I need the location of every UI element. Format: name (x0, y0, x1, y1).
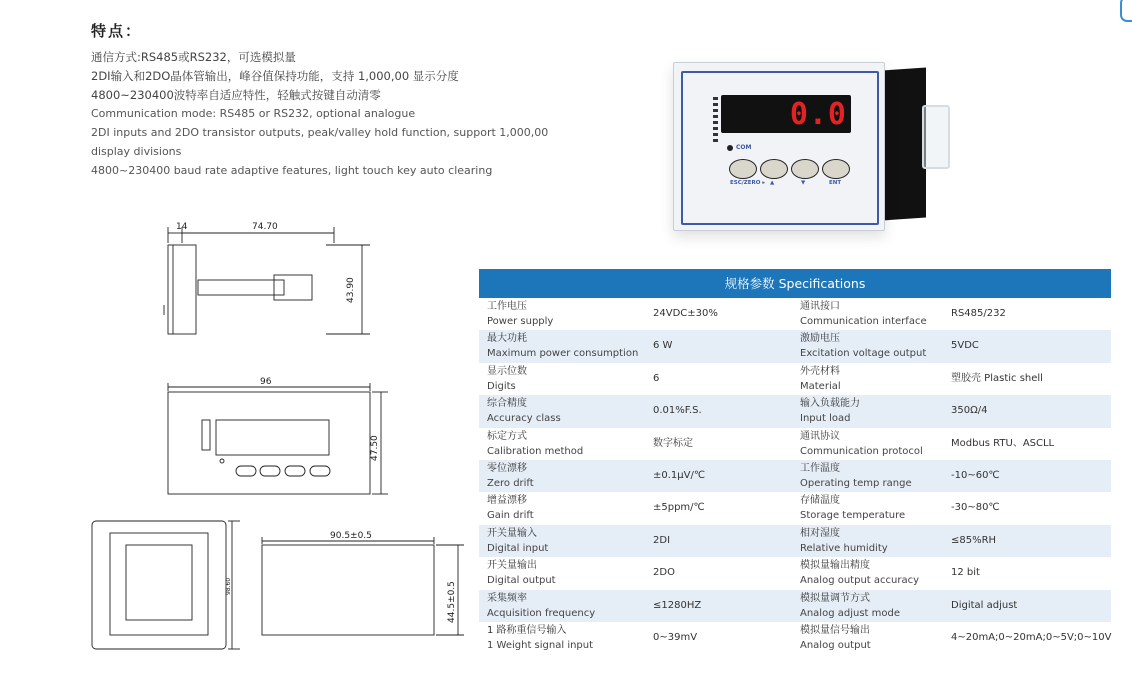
cutout-height-dimension: 98.60 (225, 577, 232, 595)
spec-label-left (487, 429, 583, 459)
spec-value-right (951, 330, 979, 362)
spec-value: Digital adjust (951, 599, 1018, 611)
spec-value: 4~20mA;0~20mA;0~5V;0~10V (951, 631, 1112, 643)
dimension-drawings (80, 215, 480, 670)
panel-border (681, 71, 879, 225)
table-row (479, 590, 1111, 622)
spec-value-left (653, 428, 693, 460)
spec-label-en: Digital output (487, 575, 556, 587)
spec-label-right (800, 299, 927, 329)
spec-label-right (800, 429, 923, 459)
spec-label-cn: 综合精度 (487, 398, 527, 410)
spec-value-left (653, 525, 670, 557)
spec-label-en: Storage temperature (800, 510, 906, 522)
com-indicator-icon (727, 145, 733, 151)
spec-value: 5VDC (951, 340, 979, 352)
spec-label-cn: 模拟量调节方式 (800, 592, 870, 604)
mounting-clip (922, 105, 950, 169)
spec-label-cn: 相对湿度 (800, 527, 840, 539)
spec-value: 12 bit (951, 567, 980, 579)
spec-label-left (487, 461, 534, 491)
spec-label-en: Analog output accuracy (800, 575, 920, 587)
up-key (760, 159, 788, 179)
spec-label-cn: 开关量输出 (487, 560, 537, 572)
spec-label-en: Operating temp range (800, 477, 912, 489)
spec-value-right (951, 460, 1000, 492)
spec-value-left (653, 395, 702, 427)
spec-label-en: Excitation voltage output (800, 348, 927, 360)
spec-value-left (653, 622, 697, 654)
spec-label-en: Analog output (800, 639, 871, 651)
spec-label-en: Accuracy class (487, 413, 561, 425)
spec-label-cn: 显示位数 (487, 365, 527, 377)
spec-label-cn: 外壳材料 (800, 365, 840, 377)
features-title: 特点： (91, 22, 143, 40)
spec-value-right (951, 363, 1043, 395)
spec-label-cn: 通讯协议 (800, 430, 840, 442)
spec-label-left (487, 364, 527, 394)
spec-value-right (951, 492, 1000, 524)
down-key-label: ▼ (801, 180, 806, 186)
spec-value: 0~39mV (653, 631, 698, 643)
table-row (479, 298, 1111, 330)
spec-label-cn: 模拟量输出精度 (800, 560, 870, 572)
spec-label-en: Acquisition frequency (487, 607, 596, 619)
spec-label-right (800, 591, 900, 621)
spec-value: ≤1280HZ (653, 599, 702, 611)
spec-label-en: Zero drift (487, 477, 534, 489)
spec-label-en: 1 Weight signal input (487, 639, 594, 651)
spec-label-en: Maximum power consumption (487, 348, 639, 360)
side-view-front-dimension: 14 (176, 222, 188, 232)
spec-label-en: Digital input (487, 542, 549, 554)
spec-value-right (951, 590, 1017, 622)
specifications-header: 规格参数 Specifications (479, 269, 1111, 298)
side-view-drawing (164, 227, 370, 334)
spec-value: ≤85%RH (951, 534, 997, 546)
spec-label-cn: 模拟量信号输出 (800, 624, 870, 636)
feature-line: 2DI inputs and 2DO transistor outputs, peak/valley hold function, support 1,000,00 (91, 126, 549, 139)
status-leds (707, 97, 719, 153)
spec-label-right (800, 493, 905, 523)
specifications-table (479, 269, 1111, 654)
spec-value-right (951, 525, 996, 557)
spec-value: 数字标定 (653, 437, 693, 449)
spec-label-cn: 通讯接口 (800, 301, 840, 312)
side-view-length-dimension: 74.70 (252, 222, 278, 232)
spec-value: ±0.1μV/℃ (653, 469, 706, 481)
display-value: 0.0 (789, 97, 847, 132)
spec-value-right (951, 428, 1054, 460)
case-height-dimension: 44.5±0.5 (447, 581, 457, 623)
led-display (721, 95, 851, 133)
spec-label-en: Relative humidity (800, 542, 888, 554)
spec-label-left (487, 558, 556, 588)
spec-value: 塑胶壳 Plastic shell (951, 372, 1043, 384)
feature-line: 通信方式:RS485或RS232，可选模拟量 (91, 50, 296, 64)
front-view-drawing (168, 383, 388, 494)
spec-value-right (951, 557, 980, 589)
front-view-width-dimension: 96 (260, 377, 272, 387)
spec-label-right (800, 526, 888, 556)
spec-label-right (800, 623, 871, 653)
feature-line: 2DI输入和2DO晶体管输出，峰谷值保持功能，支持 1,000,00 显示分度 (91, 69, 459, 83)
corner-decoration (1120, 0, 1132, 22)
table-row (479, 330, 1111, 362)
feature-line: 4800~230400 baud rate adaptive features, light touch key auto clearing (91, 164, 493, 177)
spec-label-left (487, 526, 548, 556)
spec-value-left (653, 557, 675, 589)
ent-key-label: ENT (829, 180, 842, 186)
case-view-drawing (262, 537, 464, 635)
ent-key (822, 159, 850, 179)
table-row (479, 622, 1111, 654)
product-photo (660, 55, 990, 245)
spec-label-left (487, 493, 534, 523)
spec-label-cn: 开关量输入 (487, 527, 537, 539)
spec-value: 6 W (653, 340, 673, 352)
meter-front-panel (673, 62, 885, 231)
spec-value-right (951, 622, 1111, 654)
table-row (479, 428, 1111, 460)
spec-value: -10~60℃ (951, 469, 1000, 481)
spec-value-left (653, 330, 672, 362)
spec-value: 2DI (653, 534, 671, 546)
specifications-rows (479, 298, 1111, 654)
spec-value: 24VDC±30% (653, 308, 718, 319)
spec-value-left (653, 298, 718, 330)
com-label: COM (736, 144, 752, 151)
table-row (479, 557, 1111, 589)
spec-label-cn: 激励电压 (800, 333, 840, 345)
spec-value-right (951, 298, 1006, 330)
down-key (791, 159, 819, 179)
spec-label-en: Material (800, 380, 841, 392)
case-length-dimension: 90.5±0.5 (330, 531, 372, 541)
spec-label-cn: 存储温度 (800, 495, 840, 507)
spec-label-left (487, 299, 553, 329)
spec-label-cn: 工作温度 (800, 462, 840, 474)
table-row (479, 460, 1111, 492)
spec-value-left (653, 460, 705, 492)
table-row (479, 395, 1111, 427)
spec-label-en: Communication protocol (800, 445, 923, 457)
cutout-view-drawing (92, 521, 240, 649)
spec-value: ±5ppm/℃ (653, 502, 705, 514)
spec-label-en: Calibration method (487, 445, 584, 457)
spec-label-en: Power supply (487, 316, 554, 327)
up-key-label: ▲ (770, 180, 775, 186)
spec-label-cn: 采集频率 (487, 592, 527, 604)
spec-value: RS485/232 (951, 308, 1006, 319)
table-row (479, 363, 1111, 395)
spec-label-right (800, 331, 926, 361)
meter-housing (882, 67, 926, 220)
spec-value: 0.01%F.S. (653, 405, 702, 417)
spec-label-cn: 最大功耗 (487, 333, 527, 345)
spec-label-cn: 输入负载能力 (800, 398, 860, 410)
spec-value-left (653, 492, 705, 524)
spec-label-cn: 增益漂移 (487, 495, 527, 507)
spec-value-left (653, 363, 659, 395)
front-view-height-dimension: 47.50 (370, 435, 380, 461)
spec-label-en: Communication interface (800, 316, 927, 327)
feature-line: 4800~230400波特率自适应特性，轻触式按键自动清零 (91, 88, 381, 102)
spec-label-left (487, 396, 561, 426)
side-view-height-dimension: 43.90 (346, 277, 356, 303)
spec-label-right (800, 364, 841, 394)
spec-value: -30~80℃ (951, 502, 1000, 514)
spec-value: Modbus RTU、ASCLL (951, 437, 1055, 449)
spec-label-cn: 标定方式 (487, 430, 527, 442)
spec-value: 6 (653, 372, 660, 384)
table-row (479, 492, 1111, 524)
spec-label-right (800, 461, 912, 491)
table-row (479, 525, 1111, 557)
spec-label-en: Gain drift (487, 510, 534, 522)
spec-label-cn: 1 路称重信号输入 (487, 624, 567, 636)
spec-label-en: Analog adjust mode (800, 607, 900, 619)
spec-value: 2DO (653, 567, 675, 579)
spec-label-cn: 工作电压 (487, 301, 527, 312)
spec-value: 350Ω/4 (951, 405, 988, 417)
esc-zero-key-label: ESC/ZERO ▸ (730, 180, 766, 186)
spec-value-left (653, 590, 701, 622)
feature-line: Communication mode: RS485 or RS232, optional analogue (91, 107, 416, 120)
spec-label-left (487, 331, 638, 361)
spec-label-left (487, 591, 595, 621)
spec-label-cn: 零位漂移 (487, 462, 527, 474)
spec-label-right (800, 396, 860, 426)
spec-value-right (951, 395, 987, 427)
spec-label-en: Digits (487, 380, 516, 392)
spec-label-left (487, 623, 593, 653)
esc-zero-key (729, 159, 757, 179)
feature-line: display divisions (91, 145, 182, 158)
spec-label-en: Input load (800, 413, 851, 425)
spec-label-right (800, 558, 919, 588)
